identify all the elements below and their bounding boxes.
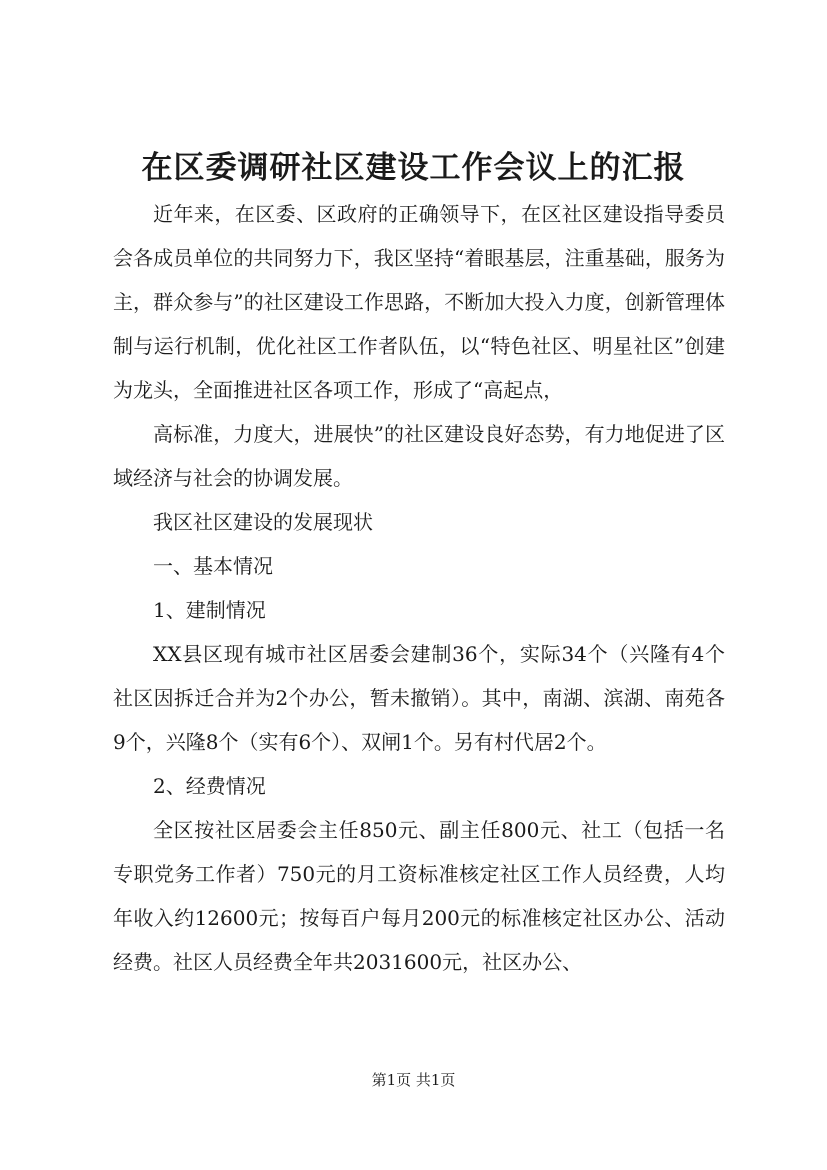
document-title: 在区委调研社区建设工作会议上的汇报 — [141, 150, 686, 186]
page-footer — [0, 1070, 827, 1090]
page-number: 第1页 共1页 — [371, 1071, 456, 1089]
paragraph-intro-continued: 高标准，力度大，进展快”的社区建设良好态势，有力地促进了区域经济与社会的协调发展。 — [113, 422, 725, 490]
section-heading-basic: 一、基本情况 — [153, 554, 273, 578]
paragraph-funding: 全区按社区居委会主任850元、副主任800元、社工（包括一名专职党务工作者）750元的月工资标准核定社区工作人员经费，人均年收入约12600元；按每百户每月200元的标准核定社区办公、活动经费。社区人员经费全年共2031600元，社区办公、 — [113, 818, 725, 974]
paragraph-establishment: XX县区现有城市社区居委会建制36个，实际34个（兴隆有4个社区因拆迁合并为2个办公，暂未撤销）。其中，南湖、滨湖、南苑各9个，兴隆8个（实有6个）、双闸1个。另有村代居2个。 — [113, 642, 725, 754]
paragraph-intro: 近年来，在区委、区政府的正确领导下，在区社区建设指导委员会各成员单位的共同努力下，我区坚持“着眼基层，注重基础，服务为主，群众参与”的社区建设工作思路，不断加大投入力度，创新管理体制与运行机制，优化社区工作者队伍，以“特色社区、明星社区”创建为龙头，全面推进社区各项工作，形成了“高起点， — [113, 202, 725, 402]
subsection-heading-establishment: 1、建制情况 — [153, 598, 266, 622]
subsection-heading-funding: 2、经费情况 — [153, 774, 266, 798]
section-heading-status: 我区社区建设的发展现状 — [153, 510, 373, 534]
document-body — [113, 192, 725, 984]
